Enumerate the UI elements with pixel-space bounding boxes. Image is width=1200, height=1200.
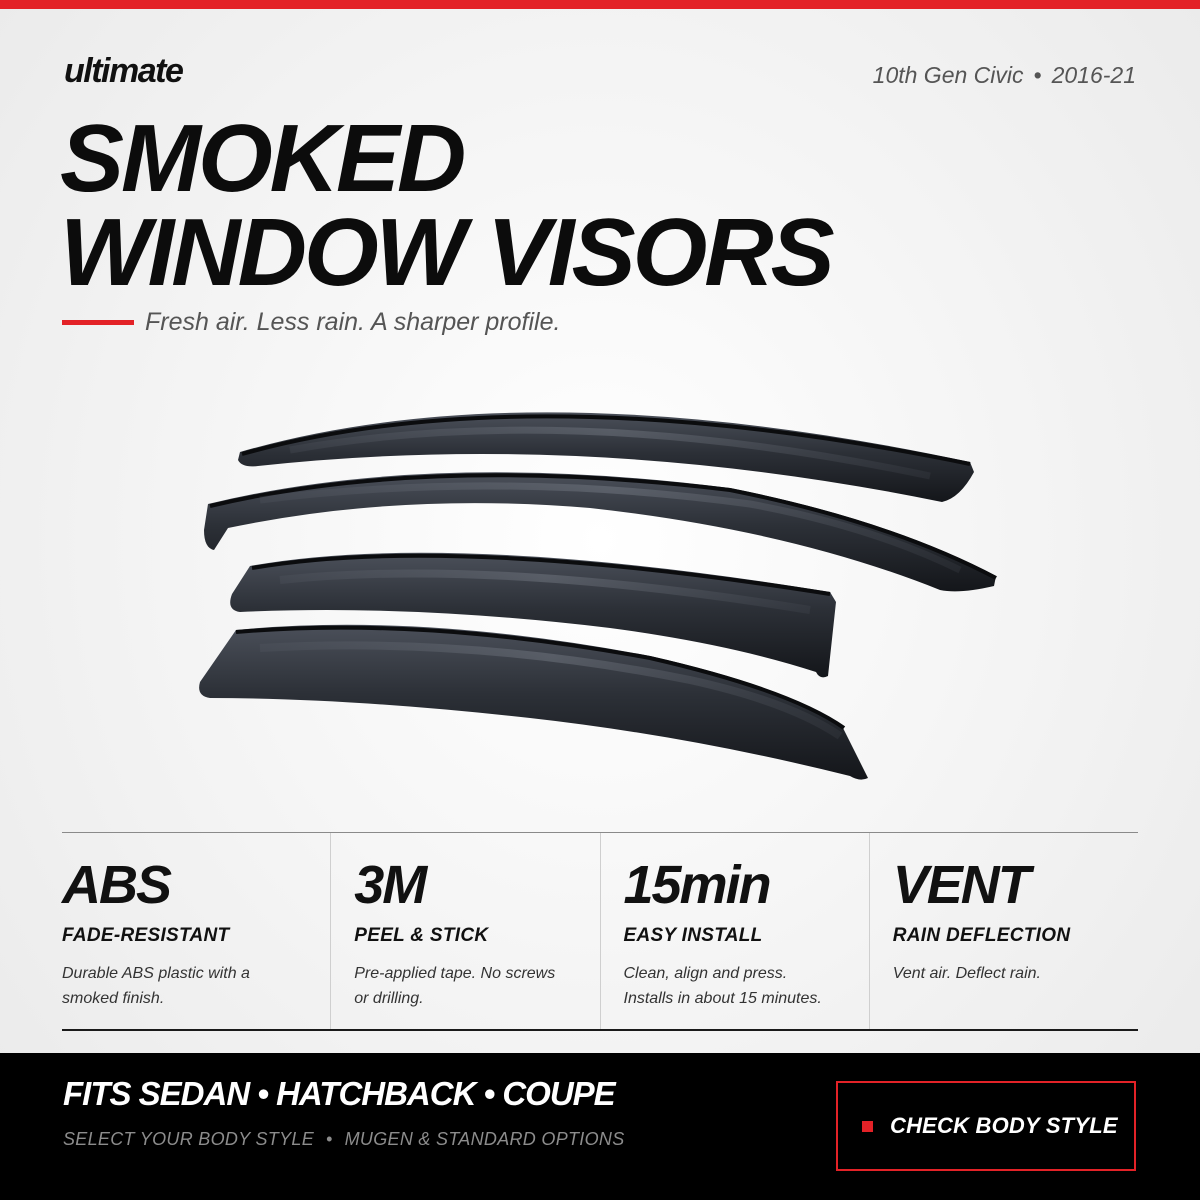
feature-value: 15min [623, 855, 770, 915]
feature-value: ABS [62, 855, 171, 915]
headline-line-1: SMOKED [60, 105, 464, 212]
check-body-style-label: CHECK BODY STYLE [890, 1113, 1118, 1138]
feature-vent [869, 833, 1138, 1029]
fitment-info [873, 62, 1136, 89]
fitment-years: 2016-21 [1051, 62, 1136, 88]
fits-body-styles: FITS SEDAN • HATCHBACK • COUPE [63, 1075, 615, 1112]
tagline-accent-rule [62, 320, 134, 325]
feature-title: FADE-RESISTANT [62, 925, 230, 946]
options-right: MUGEN & STANDARD OPTIONS [344, 1129, 625, 1149]
brand-logo: ultimate [64, 52, 183, 90]
tagline: Fresh air. Less rain. A sharper profile. [145, 308, 561, 336]
options-separator: • [326, 1129, 333, 1149]
fitment-model: 10th Gen Civic [872, 62, 1024, 88]
window-visors-image [170, 380, 1030, 800]
feature-description: Durable ABS plastic with a smoked finish. [62, 965, 250, 1007]
page-title [60, 105, 832, 306]
options-left: SELECT YOUR BODY STYLE [63, 1129, 315, 1149]
feature-description: Vent air. Deflect rain. [892, 965, 1041, 982]
feature-title: EASY INSTALL [623, 925, 763, 946]
headline-line-2: WINDOW VISORS [60, 199, 832, 306]
square-bullet-icon [862, 1121, 873, 1132]
footer-bar [0, 1053, 1200, 1200]
feature-title: PEEL & STICK [354, 925, 489, 946]
check-body-style-button[interactable] [836, 1081, 1136, 1171]
feature-title: RAIN DEFLECTION [892, 925, 1071, 946]
feature-strip [62, 832, 1138, 1031]
body-style-options [63, 1129, 625, 1150]
feature-description: Pre-applied tape. No screws or drilling. [354, 965, 556, 1007]
feature-value: 3M [354, 855, 426, 915]
feature-install-time [600, 833, 869, 1029]
fitment-separator: • [1033, 62, 1042, 88]
feature-description: Clean, align and press. Installs in about 15 minutes. [623, 965, 822, 1007]
feature-abs [62, 833, 330, 1029]
feature-3m [330, 833, 599, 1029]
feature-value: VENT [892, 855, 1029, 915]
top-accent-bar [0, 0, 1200, 9]
